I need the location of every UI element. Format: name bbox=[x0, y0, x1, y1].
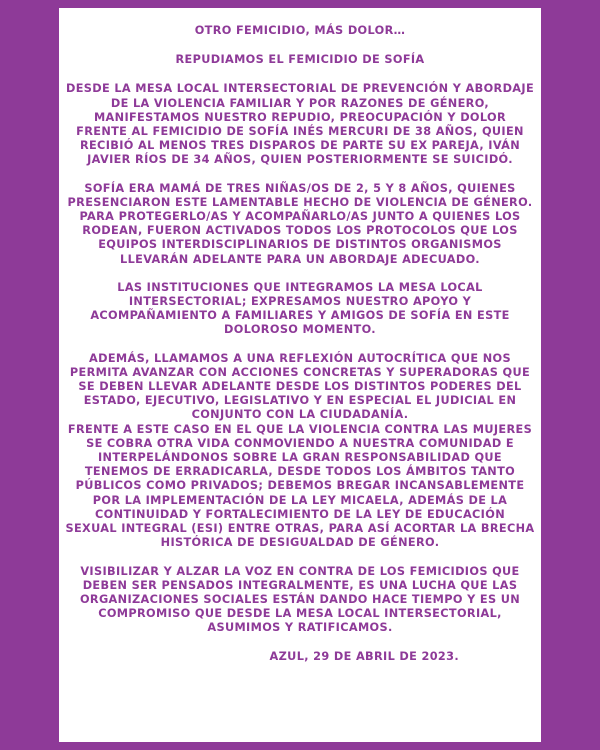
statement-subtitle: REPUDIAMOS EL FEMICIDIO DE SOFÍA bbox=[175, 53, 425, 67]
paragraph-support: LAS INSTITUCIONES QUE INTEGRAMOS LA MESA LOCAL INTERSECTORIAL; EXPRESAMOS NUESTRO APOYO Y ACOMPAÑAMIENTO A FAMILIARES Y AMIGOS DE SOFÍA EN ESTE DOLOROSO MOMENTO. bbox=[90, 280, 510, 337]
paragraph-visibility: VISIBILIZAR Y ALZAR LA VOZ EN CONTRA DE LOS FEMICIDIOS QUE DEBEN SER PENSADOS INTEGRALMENTE, ES UNA LUCHA QUE LAS ORGANIZACIONES SOCIALES ESTÁN DANDO HACE TIEMPO Y ES UN COMPROMISO QUE DESDE LA MESA LOCAL INTERSECTORIAL, ASUMIMOS Y RATIFICAMOS. bbox=[79, 564, 521, 635]
paragraph-responsibility: FRENTE A ESTE CASO EN EL QUE LA VIOLENCIA CONTRA LAS MUJERES SE COBRA OTRA VIDA CONMOVIENDO A NUESTRA COMUNIDAD E INTERPELÁNDONOS SOBRE LA GRAN RESPONSABILIDAD QUE TENEMOS DE ERRADICARLA, DESDE TODOS LOS ÁMBITOS TANTO PÚBLICOS COMO PRIVADOS; DEBEMOS BREGAR INCANSABLEMENTE POR LA IMPLEMENTACIÓN DE LA LEY MICAELA, ADEMÁS DE LA CONTINUIDAD Y FORTALECIMIENTO DE LA LEY DE EDUCACIÓN SEXUAL INTEGRAL (ESI) ENTRE OTRAS, PARA ASÍ ACORTAR LA BRECHA HISTÓRICA DE DESIGUALDAD DE GÉNERO. bbox=[65, 422, 535, 550]
statement-title: OTRO FEMICIDIO, MÁS DOLOR… bbox=[194, 24, 406, 37]
paragraph-intro: DESDE LA MESA LOCAL INTERSECTORIAL DE PREVENCIÓN Y ABORDAJE DE LA VIOLENCIA FAMILIAR Y POR RAZONES DE GÉNERO, MANIFESTAMOS NUESTRO REPUDIO, PREOCUPACIÓN Y DOLOR FRENTE AL FEMICIDIO DE SOFÍA INÉS MERCURI DE 38 AÑOS, QUIEN RECIBIÓ AL MENOS TRES DISPAROS DE PARTE SU EX PAREJA, IVÁN JAVIER RÍOS DE 34 AÑOS, QUIEN POSTERIORMENTE SE SUICIDÓ. bbox=[65, 82, 535, 167]
statement-card bbox=[59, 8, 541, 742]
signoff-date: AZUL, 29 DE ABRIL DE 2023. bbox=[269, 649, 459, 663]
paragraph-reflection: ADEMÁS, LLAMAMOS A UNA REFLEXIÓN AUTOCRÍTICA QUE NOS PERMITA AVANZAR CON ACCIONES CONCRETAS Y SUPERADORAS QUE SE DEBEN LLEVAR ADELANTE DESDE LOS DISTINTOS PODERES DEL ESTADO, EJECUTIVO, LEGISLATIVO Y EN ESPECIAL EL JUDICIAL EN CONJUNTO CON LA CIUDADANÍA. bbox=[69, 351, 531, 422]
paragraph-children: SOFÍA ERA MAMÁ DE TRES NIÑAS/OS DE 2, 5 Y 8 AÑOS, QUIENES PRESENCIARON ESTE LAMENTABLE HECHO DE VIOLENCIA DE GÉNERO. PARA PROTEGERLO/AS Y ACOMPAÑARLO/AS JUNTO A QUIENES LOS RODEAN, FUERON ACTIVADOS TODOS LOS PROTOCOLOS QUE LOS EQUIPOS INTERDISCIPLINARIOS DE DISTINTOS ORGANISMOS LLEVARÁN ADELANTE PARA UN ABORDAJE ADECUADO. bbox=[67, 181, 533, 266]
